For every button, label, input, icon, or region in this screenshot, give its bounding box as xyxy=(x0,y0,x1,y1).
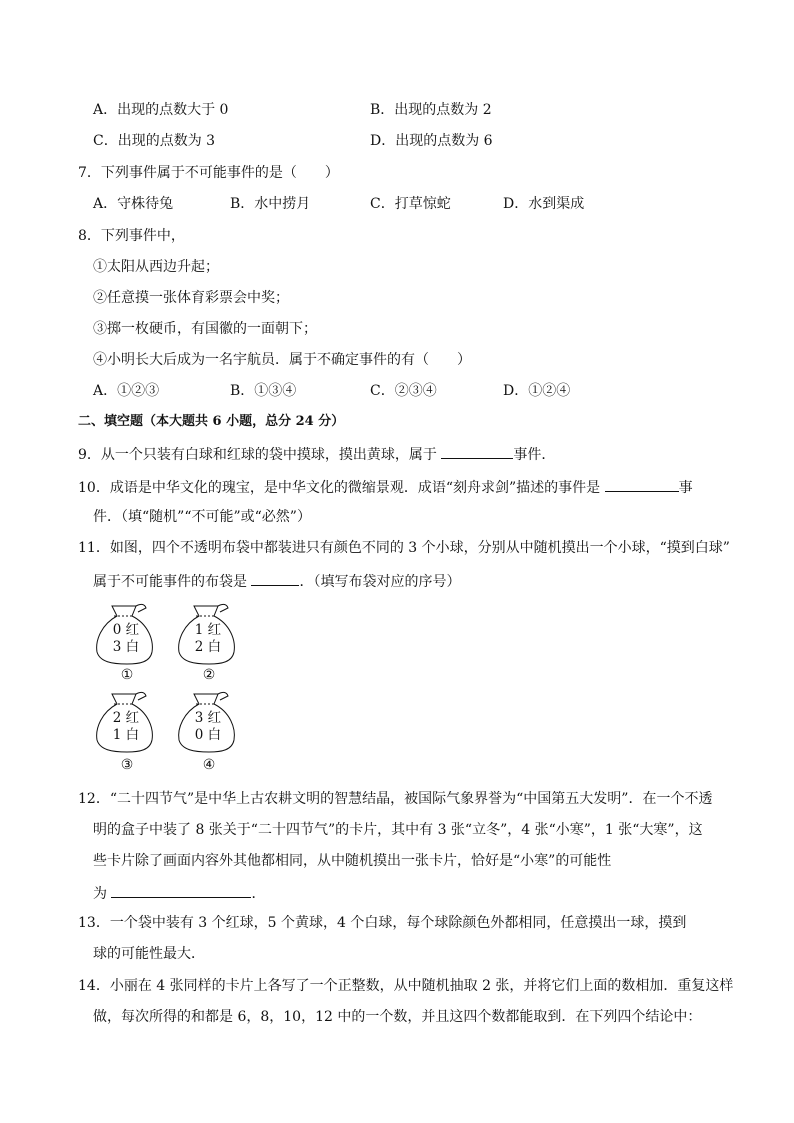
q9-answer-blank[interactable] xyxy=(441,443,513,459)
q8-item-3: ③掷一枚硬币，有国徽的一面朝下； xyxy=(93,321,317,337)
q9-text-after: 事件． xyxy=(513,447,556,463)
q9-text-before: 9．从一个只装有白球和红球的袋中摸球，摸出黄球，属于 xyxy=(78,447,442,463)
q6-option-c: C．出现的点数为 3 xyxy=(93,133,216,149)
bag-1-red: 0 红 xyxy=(112,622,140,638)
q10-text-after: 事 xyxy=(678,480,693,496)
q7-option-a: A．守株待兔 xyxy=(93,196,174,212)
bag-4-white: 0 白 xyxy=(194,727,222,743)
q10-text-before: 10．成语是中华文化的瑰宝，是中华文化的微缩景观．成语“刻舟求剑”描述的事件是 xyxy=(78,480,605,496)
q6-option-b: B．出现的点数为 2 xyxy=(370,102,492,118)
q11-text-before: 属于不可能事件的布袋是 xyxy=(93,574,252,590)
bag-3-red: 2 红 xyxy=(112,710,140,726)
bag-2-label: ② xyxy=(202,667,216,683)
bag-4-red: 3 红 xyxy=(194,710,222,726)
bag-2-white: 2 白 xyxy=(194,639,222,655)
q12-line-2: 明的盒子中装了 8 张关于“二十四节气”的卡片，其中有 3 张“立冬”，4 张“小寒”，1 张“大寒”，这 xyxy=(93,822,703,838)
bag-3-label: ③ xyxy=(120,757,134,773)
bag-3 xyxy=(92,688,162,754)
bag-3-white: 1 白 xyxy=(112,727,140,743)
q8-option-d: D．①②④ xyxy=(503,383,571,399)
q8-option-c: C．②③④ xyxy=(370,383,437,399)
bag-4-label: ④ xyxy=(202,757,216,773)
q14-line-2: 做，每次所得的和都是 6，8，10，12 中的一个数，并且这四个数都能取到．在下列四个结论中： xyxy=(93,1009,702,1025)
q7-option-b: B．水中捞月 xyxy=(230,196,311,212)
q8-option-a: A．①②③ xyxy=(93,383,160,399)
q8-item-2: ②任意摸一张体育彩票会中奖； xyxy=(93,290,289,306)
q8-item-1: ①太阳从西边升起； xyxy=(93,259,219,275)
q11-line-2 xyxy=(93,570,460,592)
q13-line-2: 球的可能性最大． xyxy=(93,946,205,962)
q8-stem: 8．下列事件中， xyxy=(78,228,185,244)
q7-option-c: C．打草惊蛇 xyxy=(370,196,451,212)
q10-answer-blank[interactable] xyxy=(605,476,679,492)
q12-text-before: 为 xyxy=(93,886,112,902)
bag-1-white: 3 白 xyxy=(112,639,140,655)
q12-line-3: 些卡片除了画面内容外其他都相同，从中随机摸出一张卡片，恰好是“小寒”的可能性 xyxy=(93,853,612,869)
q7-stem: 7．下列事件属于不可能事件的是（ ） xyxy=(78,165,339,181)
q11-text-after: ．（填写布袋对应的序号） xyxy=(299,574,461,590)
bag-2-red: 1 红 xyxy=(194,622,222,638)
q12-answer-blank[interactable] xyxy=(111,882,251,898)
q6-option-d: D．出现的点数为 6 xyxy=(370,133,493,149)
q12-line-4 xyxy=(93,882,265,904)
q6-option-a: A．出现的点数大于 0 xyxy=(93,102,229,118)
q11-line-1: 11．如图，四个不透明布袋中都装进只有颜色不同的 3 个小球，分别从中随机摸出一个小球，“摸到白球” xyxy=(78,540,730,556)
q10-line-1 xyxy=(78,476,693,498)
q13-line-1: 13．一个袋中装有 3 个红球，5 个黄球，4 个白球，每个球除颜色外都相同，任意摸出一球，摸到 xyxy=(78,915,687,931)
bag-4 xyxy=(174,688,244,754)
q11-answer-blank[interactable] xyxy=(251,570,299,586)
q8-item-4: ④小明长大后成为一名宇航员．属于不确定事件的有（ ） xyxy=(93,352,471,368)
q12-line-1: 12．“二十四节气”是中华上古农耕文明的智慧结晶，被国际气象界誉为“中国第五大发明”．在一个不透 xyxy=(78,791,713,807)
q8-option-b: B．①③④ xyxy=(230,383,297,399)
q7-option-d: D．水到渠成 xyxy=(503,196,585,212)
bag-1 xyxy=(92,600,162,666)
q9-text xyxy=(78,443,555,465)
bag-2 xyxy=(174,600,244,666)
bag-1-label: ① xyxy=(120,667,134,683)
q14-line-1: 14．小丽在 4 张同样的卡片上各写了一个正整数，从中随机抽取 2 张，并将它们上面的数相加．重复这样 xyxy=(78,978,734,994)
section-heading: 二、填空题（本大题共 6 小题，总分 24 分） xyxy=(78,414,345,429)
q10-line-2: 件．（填“随机”“不可能”或“必然”） xyxy=(93,509,311,525)
q12-text-after: ． xyxy=(251,886,266,902)
